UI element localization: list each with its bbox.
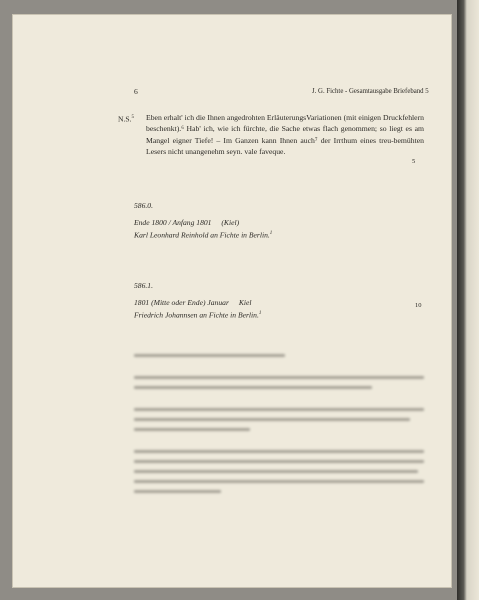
postscript-text: Eben erhalt' ich die Ihnen angedrohten ErläuterungsVariationen (mit einigen Druckfehlern beschenkt).⁶ Hab' ich, wie ich fürchte, die Sache etwas flach genommen; so liegt es am Mangel eigner Tiefe! – Im Ganzen kann Ihnen auch⁷ der Irrthum eines treu-bemühten Lesers nicht unangenehm seyn. vale faveque. xyxy=(146,113,424,156)
entry-date-line xyxy=(134,298,251,309)
entry-number: 586.0. xyxy=(134,201,153,210)
entry-correspondents: Karl Leonhard Reinhold an Fichte in Berlin.$^1$ xyxy=(134,230,273,240)
entry-number: 586.1. xyxy=(134,281,153,290)
line-number-5: 5 xyxy=(412,158,416,165)
book-page xyxy=(12,14,452,588)
entry-correspondents: Friedrich Johannsen an Fichte in Berlin.$^1$ xyxy=(134,310,262,320)
blurred-footnotes xyxy=(134,354,424,500)
running-title: J. G. Fichte - Gesamtausgabe Briefeband 5 xyxy=(312,88,429,95)
entry-place: (Kiel) xyxy=(221,218,240,227)
page-number: 6 xyxy=(134,87,138,96)
line-number-10: 10 xyxy=(415,302,422,309)
entry-date: Ende 1800 / Anfang 1801 xyxy=(134,218,212,227)
entry-date: 1801 (Mitte oder Ende) Januar xyxy=(134,298,229,307)
book-binding xyxy=(457,0,479,600)
postscript-label: N.S.$^5$ xyxy=(118,114,135,124)
entry-date-line xyxy=(134,218,239,229)
entry-place: Kiel xyxy=(238,298,252,307)
